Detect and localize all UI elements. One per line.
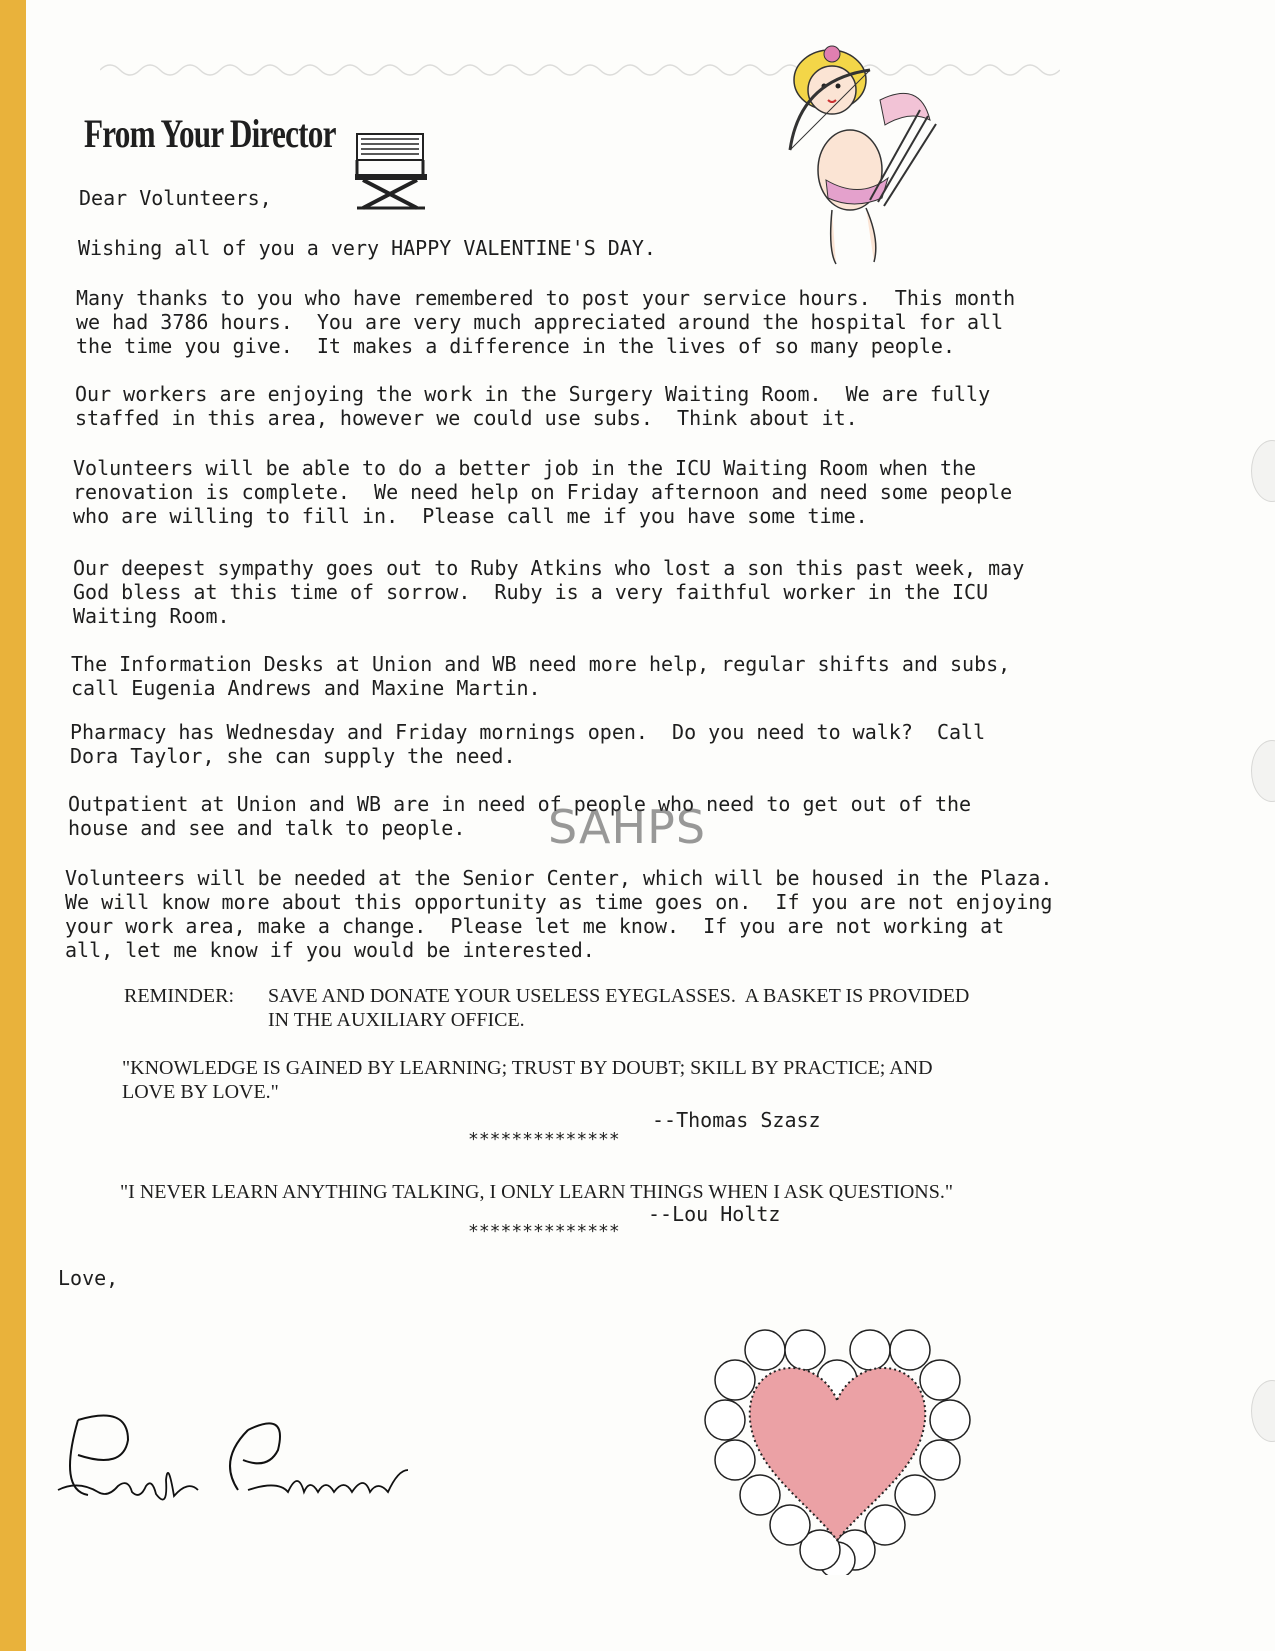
quote-holtz-author: --Lou Holtz — [648, 1202, 781, 1226]
paragraph-7: Pharmacy has Wednesday and Friday mornings open. Do you need to walk? Call Dora Taylor, she can supply the need. — [70, 720, 986, 768]
paragraph-6: The Information Desks at Union and WB need more help, regular shifts and subs, call Eugenia Andrews and Maxine Martin. — [71, 652, 1011, 700]
paragraph-5: Our deepest sympathy goes out to Ruby Atkins who lost a son this past week, may God bless at this time of sorrow. Ruby is a very faithful worker in the ICU Waiting Room. — [73, 556, 1025, 628]
quote-szasz: "KNOWLEDGE IS GAINED BY LEARNING; TRUST BY DOUBT; SKILL BY PRACTICE; AND LOVE BY LOVE." — [122, 1057, 933, 1103]
lace-heart-illustration — [695, 1320, 980, 1575]
reminder-text: SAVE AND DONATE YOUR USELESS EYEGLASSES. A BASKET IS PROVIDED IN THE AUXILIARY OFFICE. — [268, 985, 970, 1031]
quote-holtz: "I NEVER LEARN ANYTHING TALKING, I ONLY LEARN THINGS WHEN I ASK QUESTIONS." — [120, 1181, 954, 1203]
binder-hole-top — [1251, 440, 1275, 502]
separator-stars-2: ************** — [468, 1221, 620, 1242]
page-title: From Your Director — [84, 111, 336, 156]
binder-hole-bottom — [1251, 1380, 1275, 1442]
paragraph-3: Our workers are enjoying the work in the Surgery Waiting Room. We are fully staffed in this area, however we could use subs. Think about it. — [75, 382, 991, 430]
watermark: SAHPS — [548, 800, 707, 854]
reminder-label: REMINDER: — [124, 985, 234, 1007]
separator-stars: ************** — [468, 1129, 620, 1150]
left-color-band — [0, 0, 26, 1651]
paragraph-2: Many thanks to you who have remembered to post your service hours. This month we had 3786 hours. You are very much appreciated around the hospital for all the time you give. It makes a difference in the lives of so many people. — [76, 286, 1016, 358]
directors-chair-icon — [355, 132, 427, 212]
handwritten-signature — [48, 1400, 428, 1510]
salutation: Dear Volunteers, — [79, 186, 272, 210]
paragraph-1: Wishing all of you a very HAPPY VALENTINE'S DAY. — [78, 236, 656, 260]
paragraph-4: Volunteers will be able to do a better job in the ICU Waiting Room when the renovation is complete. We need help on Friday afternoon and need some people who are willing to fill in. Please call me if you have some time. — [73, 456, 1013, 528]
closing: Love, — [58, 1266, 119, 1290]
paragraph-9: Volunteers will be needed at the Senior Center, which will be housed in the Plaza. We will know more about this opportunity as time goes on. If you are not enjoying your work area, make a change. Please let me know. If you are not working at all, let me know if you would be interested. — [65, 866, 1053, 962]
binder-hole-middle — [1251, 740, 1275, 802]
signature-text: Peggy Plummer — [48, 1400, 56, 1401]
paragraph-8: Outpatient at Union and WB are in need of people who need to get out of the house and see and talk to people. — [68, 792, 972, 840]
quote-szasz-author: --Thomas Szasz — [652, 1108, 821, 1132]
cupid-illustration — [770, 40, 950, 270]
